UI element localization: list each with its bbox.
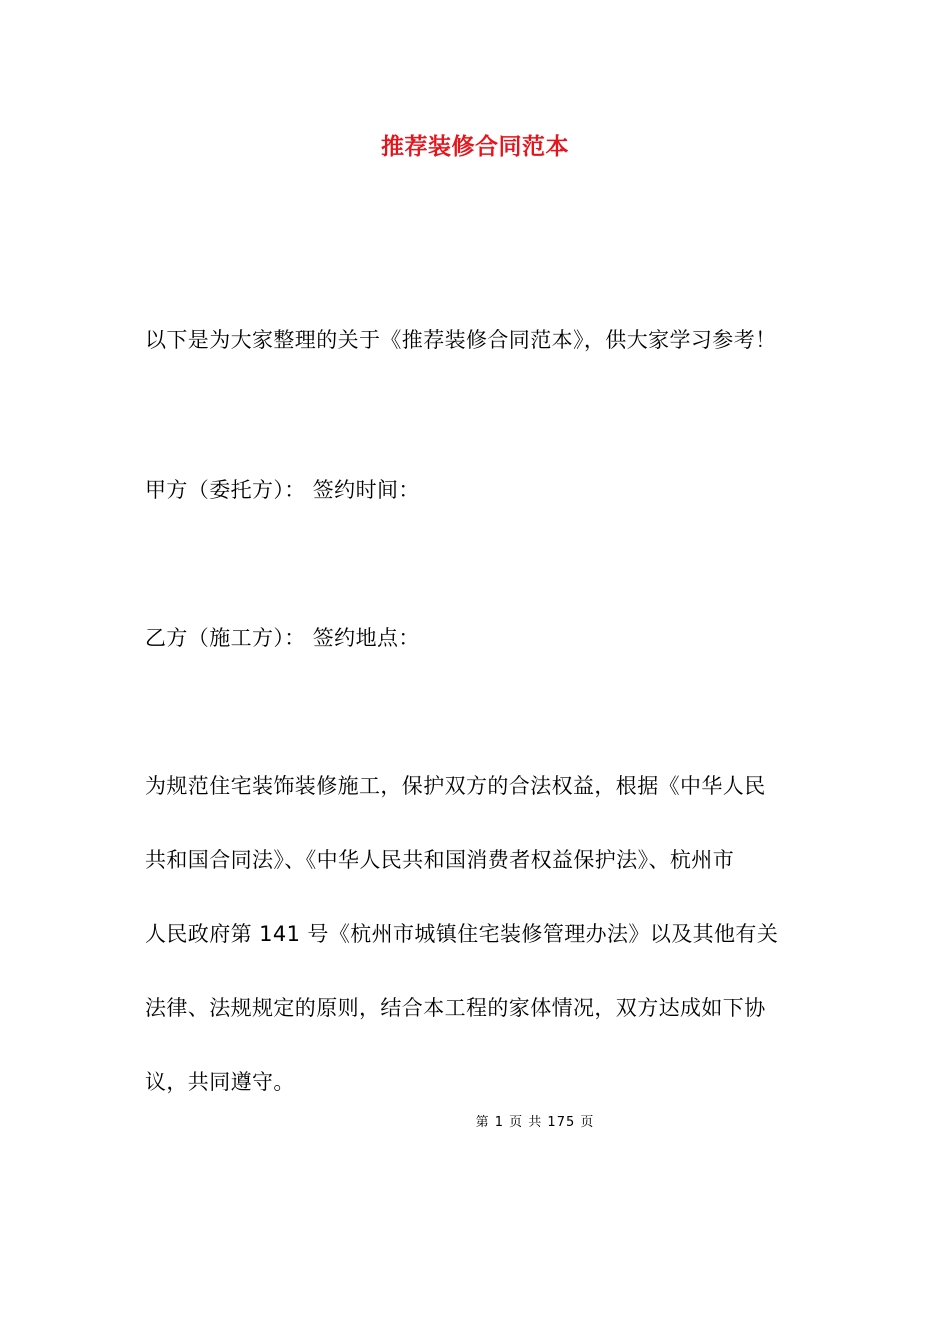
document-title: 推荐装修合同范本 — [381, 134, 569, 160]
party-b-line: 乙方（施工方）： 签约地点： — [145, 626, 420, 650]
paragraph-line: 法律、法规规定的原则，结合本工程的家体情况，双方达成如下协 — [145, 996, 766, 1020]
party-a-line: 甲方（委托方）： 签约时间： — [145, 478, 420, 502]
preamble-paragraph — [145, 771, 815, 1141]
intro-text: 以下是为大家整理的关于《推荐装修合同范本》，供大家学习参考！ — [145, 328, 777, 352]
paragraph-line: 议，共同遵守。 — [145, 1070, 295, 1094]
paragraph-line: 共和国合同法》、《中华人民共和国消费者权益保护法》、杭州市 — [145, 848, 735, 872]
page-number-footer: 第 1 页 共 175 页 — [475, 1115, 595, 1130]
paragraph-line: 为规范住宅装饰装修施工，保护双方的合法权益，根据《中华人民 — [145, 774, 766, 798]
paragraph-line: 人民政府第 141 号《杭州市城镇住宅装修管理办法》以及其他有关 — [145, 922, 779, 946]
